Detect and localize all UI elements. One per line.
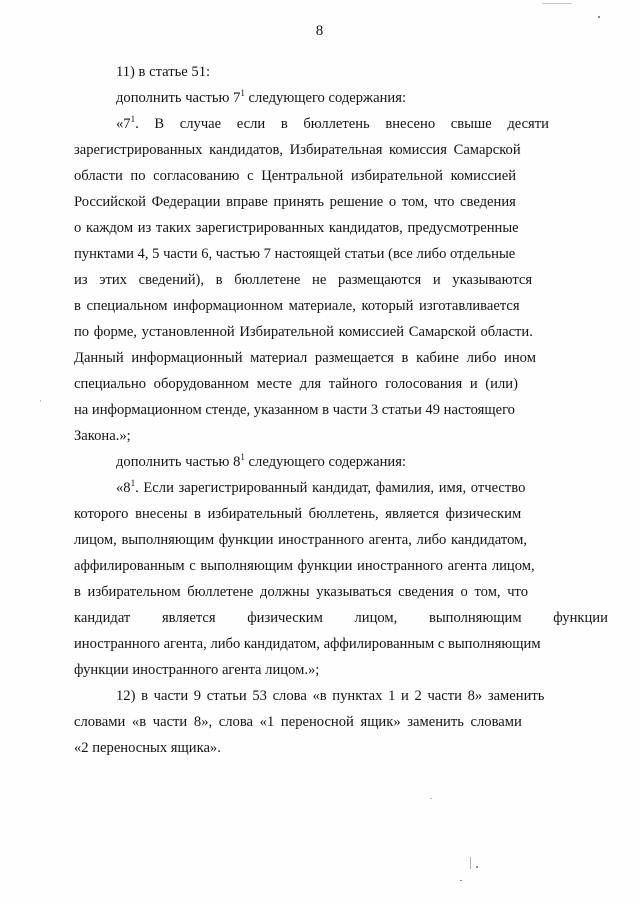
scan-artifact [476,866,478,868]
text-line: Российской Федерации вправе принять решение о том, что сведения [74,194,516,210]
text-line: зарегистрированных кандидатов, Избирательная комиссия Самарской [74,142,521,158]
scan-artifact [470,857,471,869]
item-11-heading: 11) в статье 51: [116,64,211,80]
paragraph-8-1-first-line [116,479,558,497]
superscript: 1 [240,452,245,462]
superscript: 1 [130,478,136,488]
amendment-intro-7-1 [116,89,406,107]
text-line: Данный информационный материал размещается в кабине либо ином [74,350,536,366]
text-line: которого внесены в избирательный бюллетень, является физическим [74,506,522,522]
scan-artifact [542,3,572,4]
item-12-first-line: 12) в части 9 статьи 53 слова «в пунктах 1 и 2 части 8» заменить [116,688,545,704]
text-line: кандидат является физическим лицом, выполняющим функции [74,610,608,626]
page-number: 8 [315,23,324,39]
paragraph-text: . Если зарегистрированный кандидат, фамилия, имя, отчество [135,480,526,496]
amendment-intro-tail: следующего содержания: [244,454,407,470]
text-line: на информационном стенде, указанном в части 3 статьи 49 настоящего [74,402,515,418]
text-line: Закона.»; [74,428,131,444]
superscript: 1 [130,114,136,124]
amendment-intro-text: дополнить частью 8 [116,454,241,470]
amendment-intro-tail: следующего содержания: [244,90,407,106]
text-line: специально оборудованном месте для тайного голосования и (или) [74,376,518,392]
paragraph-number: «7 [116,116,131,132]
superscript: 1 [240,88,245,98]
text-line: лицом, выполняющим функции иностранного агента, либо кандидатом, [74,532,527,548]
text-line: в специальном информационном материале, который изготавливается [74,298,520,314]
text-line: по форме, установленной Избирательной комиссией Самарской области. [74,324,533,340]
text-line: функции иностранного агента лицом.»; [74,662,320,678]
scan-artifact [598,16,600,18]
amendment-intro-text: дополнить частью 7 [116,90,241,106]
text-line: иностранного агента, либо кандидатом, аффилированным с выполняющим [74,636,541,652]
text-line: пунктами 4, 5 части 6, частью 7 настоящей статьи (все либо отдельные [74,246,516,262]
scan-artifact [430,798,432,799]
text-line: из этих сведений), в бюллетене не размещаются и указываются [74,272,533,288]
text-line: о каждом из таких зарегистрированных кандидатов, предусмотренные [74,220,519,236]
text-line: в избирательном бюллетене должны указываться сведения о том, что [74,584,529,600]
paragraph-number: «8 [116,480,131,496]
scan-artifact [460,880,462,881]
paragraph-text: . В случае если в бюллетень внесено свыше десяти [135,116,549,132]
scan-artifact [40,400,41,402]
amendment-intro-8-1 [116,453,406,471]
paragraph-7-1-first-line [116,115,558,133]
text-line: аффилированным с выполняющим функции иностранного агента лицом, [74,558,535,574]
text-line: словами «в части 8», слова «1 переносной ящик» заменить словами [74,714,522,730]
text-line: области по согласованию с Центральной избирательной комиссией [74,168,517,184]
text-line: «2 переносных ящика». [74,740,221,756]
